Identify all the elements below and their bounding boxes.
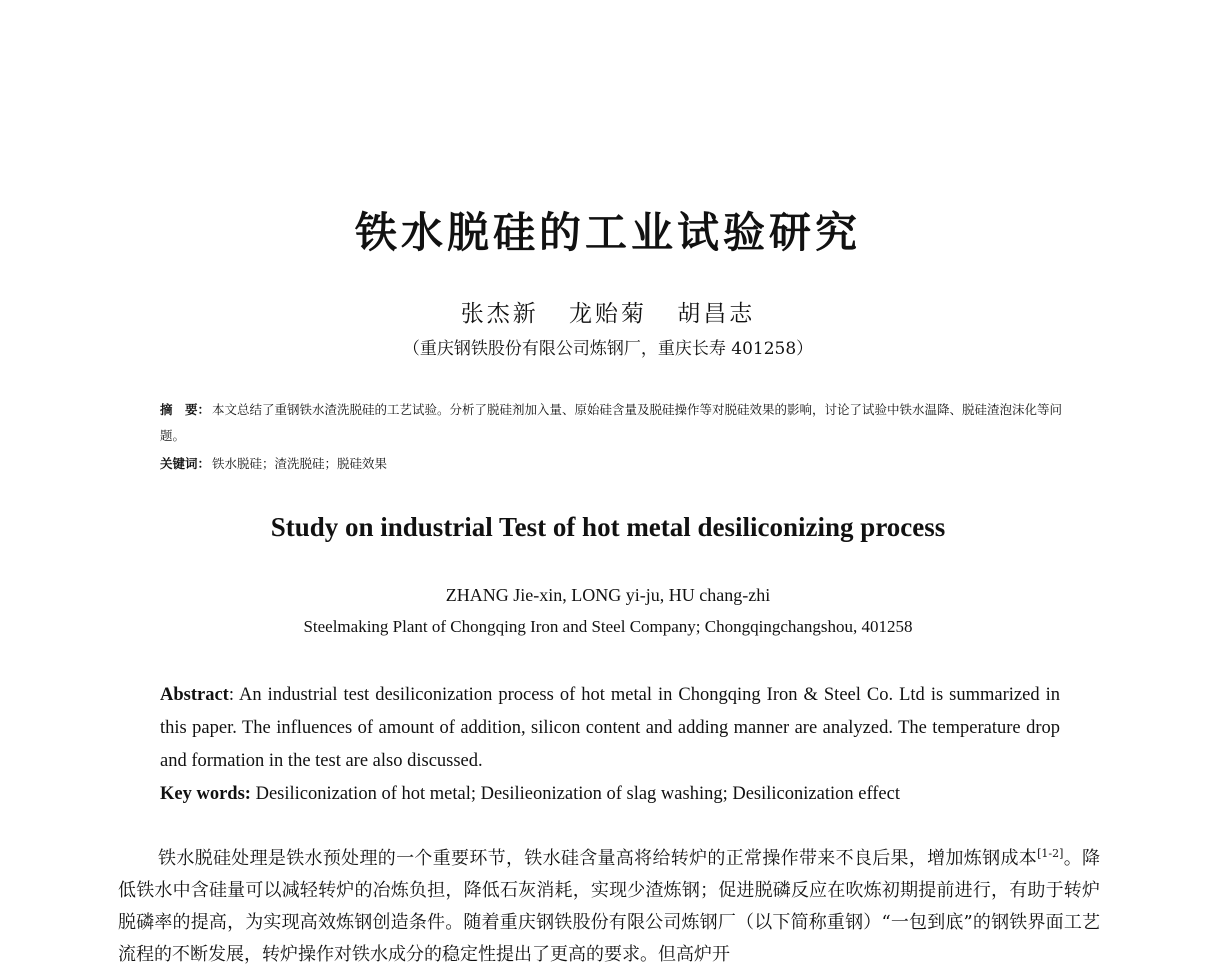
keywords-chinese [160,451,1070,477]
abstract-chinese [160,397,1070,449]
keywords-english-label: Key words: [160,784,251,804]
keywords-english-text: Desiliconization of hot metal; Desilieonization of slag washing; Desiliconization effect [250,784,900,804]
affiliation-english: Steelmaking Plant of Chongqing Iron and Steel Company; Chongqingchangshou, 401258 [303,617,913,636]
keywords-chinese-label: 关键词： [160,456,211,471]
abstract-english-label: Abstract [160,685,229,705]
affiliation-chinese: （重庆钢铁股份有限公司炼钢厂，重庆长寿 401258） [402,339,814,359]
abstract-english [160,679,1060,778]
abstract-chinese-label: 摘 要： [160,402,211,417]
authors-english: ZHANG Jie-xin, LONG yi-ju, HU chang-zhi [445,585,771,605]
citation-reference[interactable]: [1-2] [1037,847,1064,860]
body-paragraph [118,843,1100,971]
keywords-chinese-text: 铁水脱硅；渣洗脱硅；脱硅效果 [212,456,388,471]
abstract-english-text: : An industrial test desiliconization process of hot metal in Chongqing Iron & Steel Co. Ltd is summarized in this paper. The influences of amount of addition, silicon content and adding manner are analyzed. The temperature drop and formation in the test are also discussed. [160,685,1060,771]
paper-title-chinese: 铁水脱硅的工业试验研究 [354,208,861,257]
body-text-part-a: 铁水脱硅处理是铁水预处理的一个重要环节，铁水硅含量高将给转炉的正常操作带来不良后果，增加炼钢成本 [158,848,1038,869]
keywords-english [160,778,1060,811]
paper-title-english: Study on industrial Test of hot metal desiliconizing process [270,512,946,542]
authors-chinese: 张杰新 龙贻菊 胡昌志 [460,301,756,327]
body-text-part-b: 。降低铁水中含硅量可以减轻转炉的冶炼负担，降低石灰消耗，实现少渣炼钢；促进脱磷反应在吹炼初期提前进行，有助于转炉脱磷率的提高，为实现高效炼钢创造条件。随着重庆钢铁股份有限公司炼钢厂（以下简称重钢）“一包到底”的钢铁界面工艺流程的不断发展，转炉操作对铁水成分的稳定性提出了更高的要求。但高炉开 [118,848,1101,965]
abstract-chinese-text: 本文总结了重钢铁水渣洗脱硅的工艺试验。分析了脱硅剂加入量、原始硅含量及脱硅操作等对脱硅效果的影响，讨论了试验中铁水温降、脱硅渣泡沫化等问题。 [160,402,1063,443]
